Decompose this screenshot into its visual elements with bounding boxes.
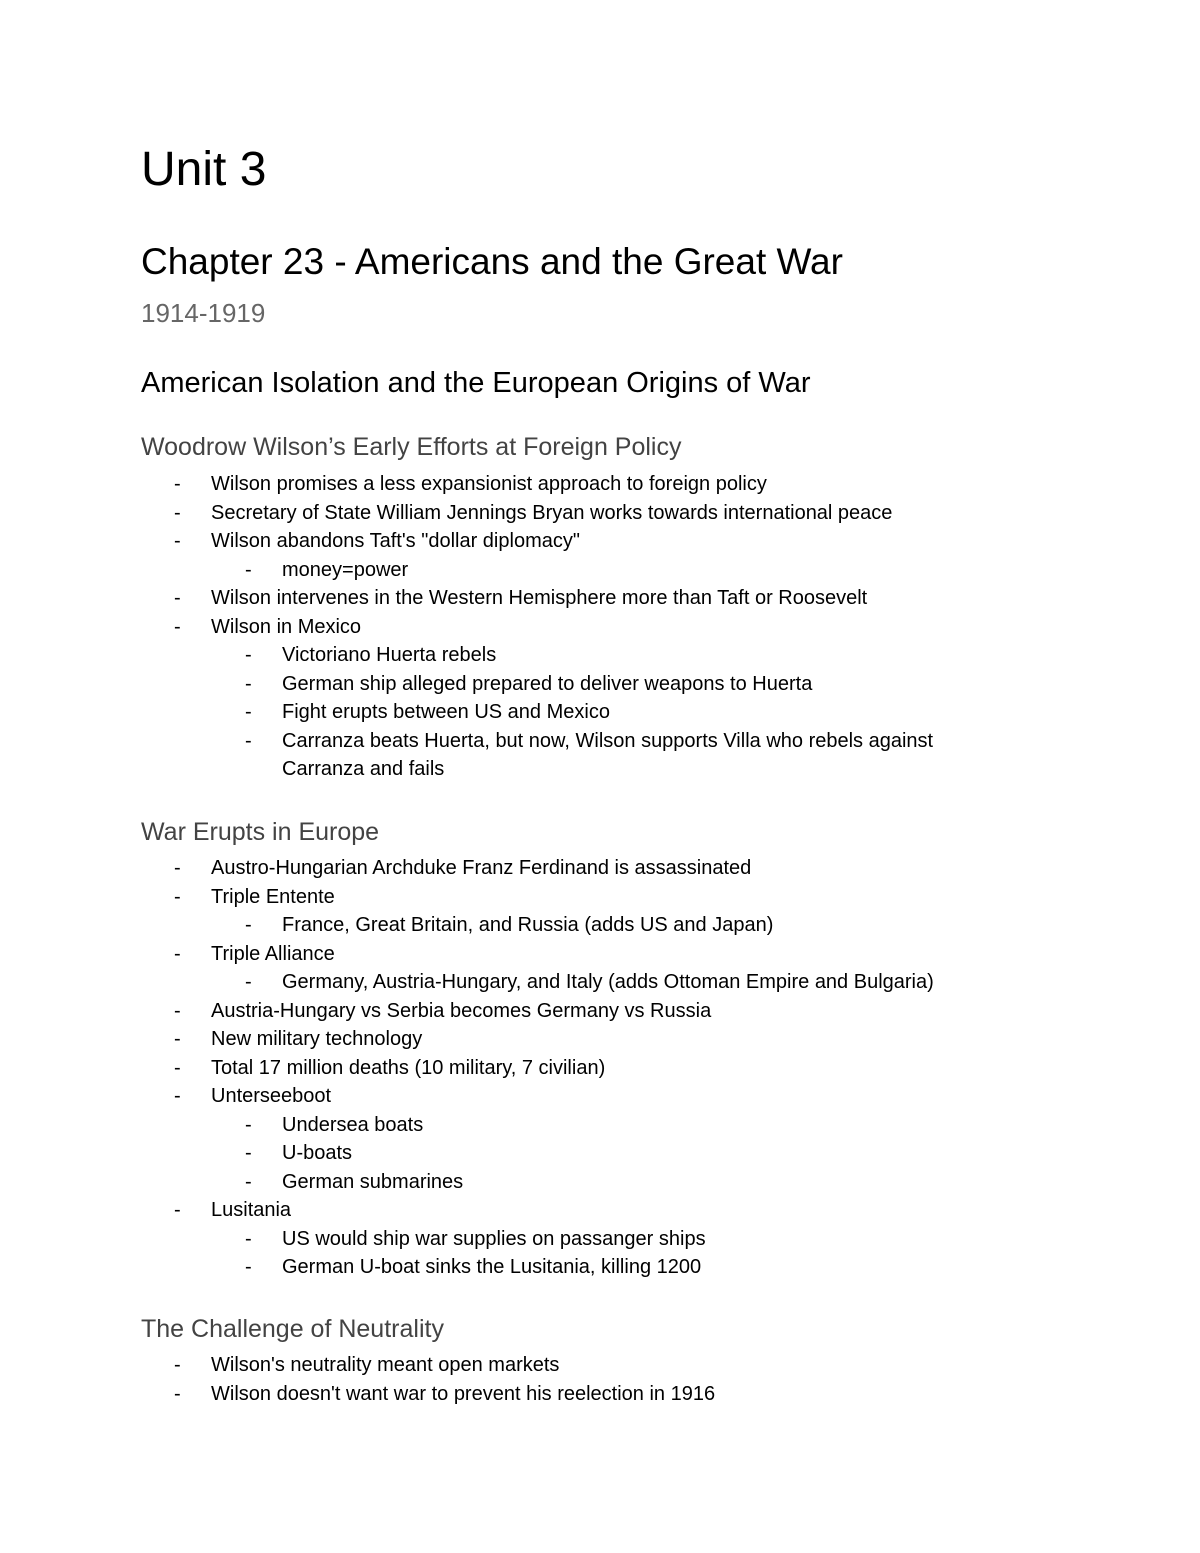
bullet-dash: -: [174, 530, 181, 552]
section-heading: American Isolation and the European Origins of War: [141, 367, 811, 399]
list-item-text: Wilson promises a less expansionist approach to foreign policy: [211, 473, 767, 495]
subsection-list-neutrality: [141, 1351, 1041, 1408]
bullet-dash: -: [245, 1113, 252, 1136]
list-item-text: France, Great Britain, and Russia (adds US and Japan): [282, 914, 774, 936]
list-item-text: Wilson intervenes in the Western Hemisphere more than Taft or Roosevelt: [211, 587, 868, 609]
list-item: [141, 940, 1041, 969]
list-item-text: Wilson's neutrality meant open markets: [211, 1354, 560, 1376]
list-item: [141, 997, 1041, 1026]
list-item: [141, 854, 1041, 883]
bullet-dash: -: [174, 1382, 181, 1405]
sub-list-item: [141, 670, 1002, 699]
list-item-text: US would ship war supplies on passanger ships: [282, 1227, 706, 1250]
sub-list-item: [141, 727, 1002, 784]
list-item: [141, 1196, 1041, 1225]
list-item-text: Lusitania: [211, 1199, 292, 1221]
subsection-heading-wilson: Woodrow Wilson’s Early Efforts at Foreign Policy: [141, 433, 682, 461]
sub-list-item: [141, 1168, 1002, 1197]
sub-list-item: [141, 698, 1002, 727]
bullet-dash: -: [245, 644, 252, 666]
list-item: [141, 1380, 1041, 1409]
bullet-dash: -: [174, 942, 181, 965]
bullet-dash: -: [174, 587, 181, 609]
bullet-dash: -: [174, 1085, 181, 1107]
list-item: [141, 613, 1041, 642]
bullet-dash: -: [174, 1199, 181, 1221]
sub-list-item: [141, 911, 1002, 940]
list-item-text: Triple Alliance: [211, 942, 335, 965]
bullet-dash: -: [174, 999, 181, 1022]
sub-list-item: [141, 641, 1002, 670]
list-item: [141, 1054, 1041, 1083]
list-item-text: Wilson doesn't want war to prevent his reelection in 1916: [211, 1382, 716, 1405]
doc-title: Unit 3: [141, 143, 267, 196]
sub-list-item: [141, 1111, 1002, 1140]
subsection-list-war-erupts: [141, 854, 1041, 1282]
subsection-heading-war-erupts: War Erupts in Europe: [141, 818, 380, 846]
list-item-text: Secretary of State William Jennings Bryan works towards international peace: [211, 501, 893, 524]
list-item: [141, 499, 1041, 528]
subsection-heading-neutrality: The Challenge of Neutrality: [141, 1315, 444, 1343]
list-item: [141, 1025, 1041, 1054]
list-item-text: Unterseeboot: [211, 1085, 332, 1107]
list-item-text: Austria-Hungary vs Serbia becomes Germany vs Russia: [211, 999, 712, 1022]
bullet-dash: -: [174, 501, 181, 524]
list-item: [141, 527, 1041, 556]
list-item-text: Triple Entente: [211, 885, 335, 908]
bullet-dash: -: [245, 1227, 252, 1250]
bullet-dash: -: [174, 857, 181, 879]
bullet-dash: -: [245, 1170, 252, 1193]
chapter-heading: Chapter 23 - Americans and the Great War: [141, 241, 843, 282]
subsection-list-wilson: [141, 470, 1041, 784]
sub-list-item: [141, 968, 1002, 997]
list-item: [141, 470, 1041, 499]
list-item-text: German submarines: [282, 1170, 464, 1193]
list-item: [141, 1082, 1041, 1111]
list-item-text: German ship alleged prepared to deliver weapons to Huerta: [282, 672, 813, 695]
bullet-dash: -: [245, 558, 252, 581]
list-item-text: Wilson in Mexico: [211, 615, 362, 638]
list-item-text: Undersea boats: [282, 1113, 424, 1136]
bullet-dash: -: [174, 615, 181, 638]
list-item: [141, 584, 1041, 613]
list-item-text: New military technology: [211, 1028, 423, 1050]
bullet-dash: -: [174, 1056, 181, 1079]
chapter-years: 1914-1919: [141, 298, 266, 328]
list-item-text: Austro-Hungarian Archduke Franz Ferdinand is assassinated: [211, 857, 752, 879]
list-item-text: U-boats: [282, 1142, 353, 1164]
bullet-dash: -: [245, 729, 252, 752]
sub-list-item: [141, 1225, 1002, 1254]
bullet-dash: -: [174, 1028, 181, 1050]
list-item-text: German U-boat sinks the Lusitania, killing 1200: [282, 1256, 702, 1278]
list-item-text: Fight erupts between US and Mexico: [282, 701, 610, 723]
bullet-dash: -: [245, 1256, 252, 1278]
list-item: [141, 883, 1041, 912]
bullet-dash: -: [174, 473, 181, 495]
bullet-dash: -: [245, 1142, 252, 1164]
bullet-dash: -: [245, 672, 252, 695]
sub-list-item: [141, 1253, 1002, 1282]
sub-list-item: [141, 1139, 1002, 1168]
list-item-text: Total 17 million deaths (10 military, 7 civilian): [211, 1056, 606, 1079]
list-item-text: Germany, Austria-Hungary, and Italy (adds Ottoman Empire and Bulgaria): [282, 971, 934, 993]
list-item-text: Wilson abandons Taft's "dollar diplomacy": [211, 530, 580, 552]
sub-list-item: [141, 556, 1002, 585]
bullet-dash: -: [245, 914, 252, 936]
list-item-text: Victoriano Huerta rebels: [282, 644, 497, 666]
bullet-dash: -: [245, 971, 252, 993]
bullet-dash: -: [245, 701, 252, 723]
list-item-text: money=power: [282, 558, 409, 581]
bullet-dash: -: [174, 1354, 181, 1376]
list-item-text: Carranza beats Huerta, but now, Wilson supports Villa who rebels against Carranza and fails: [282, 729, 934, 780]
list-item: [141, 1351, 1041, 1380]
bullet-dash: -: [174, 885, 181, 908]
